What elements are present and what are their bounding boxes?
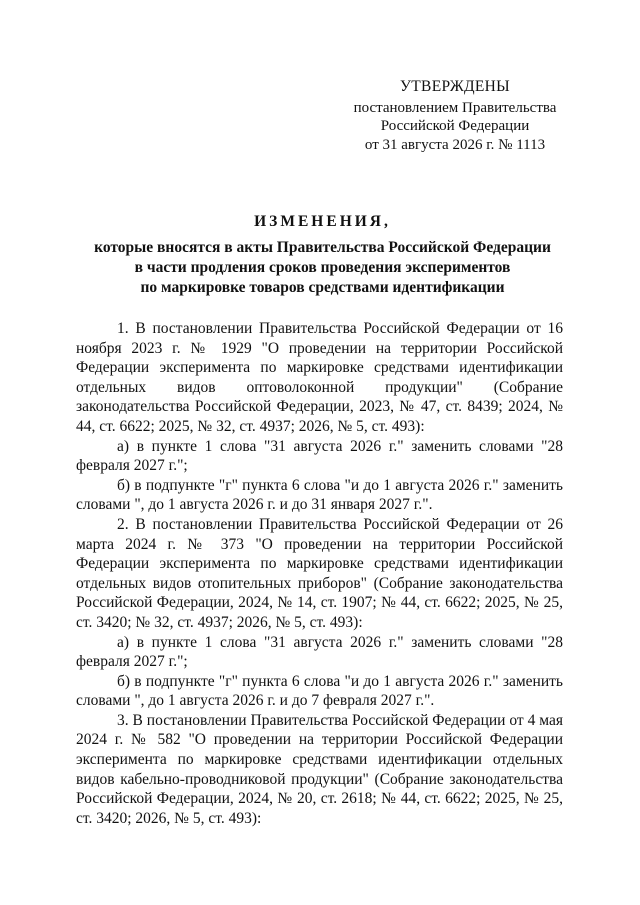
paragraph: 3. В постановлении Правительства Российской Федерации от 4 мая 2024 г. № 582 "О проведении на территории Российской Федерации эксперимента по маркировке средствами идентификации отдельных видов кабельно-проводниковой продукции" (Собрание законодательства Российской Федерации, 2024, № 20, ст. 2618; № 44, ст. 6622; 2025, № 25, ст. 3420; 2026, № 5, ст. 493): xyxy=(76,711,563,827)
paragraph: б) в подпункте "г" пункта 6 слова "и до 1 августа 2026 г." заменить словами ", до 1 августа 2026 г. и до 7 февраля 2027 г.". xyxy=(76,672,563,710)
title-line-1: которые вносятся в акты Правительства Российской Федерации xyxy=(94,239,551,256)
approval-line-2: Российской Федерации xyxy=(380,118,530,134)
title-line-2: в части продления сроков проведения экспериментов xyxy=(134,259,511,276)
paragraph: 2. В постановлении Правительства Российской Федерации от 26 марта 2024 г. № 373 "О проведении на территории Российской Федерации эксперимента по маркировке средствами идентификации отдельных видов отопительных приборов" (Собрание законодательства Российской Федерации, 2024, № 14, ст. 1907; № 44, ст. 6622; 2025, № 25, ст. 3420; № 32, ст. 4937; 2026, № 5, ст. 493): xyxy=(76,515,563,631)
approval-line-3: от 31 августа 2026 г. № 1113 xyxy=(364,136,546,153)
approval-line-1: постановлением Правительства xyxy=(353,99,557,116)
paragraph: б) в подпункте "г" пункта 6 слова "и до 1 августа 2026 г." заменить словами ", до 1 августа 2026 г. и до 31 января 2027 г.". xyxy=(76,476,563,514)
approval-block xyxy=(300,78,610,154)
paragraph: а) в пункте 1 слова "31 августа 2026 г." заменить словами "28 февраля 2027 г."; xyxy=(76,633,563,671)
title-line-3: по маркировке товаров средствами идентификации xyxy=(140,279,505,296)
document-body xyxy=(76,319,563,828)
paragraph: 1. В постановлении Правительства Российской Федерации от 16 ноября 2023 г. № 1929 "О проведении на территории Российской Федерации эксперимента по маркировке средствами идентификации отдельных видов оптоволоконной продукции" (Собрание законодательства Российской Федерации, 2023, № 47, ст. 8439; 2024, № 44, ст. 6622; 2025, № 32, ст. 4937; 2026, № 5, ст. 493): xyxy=(76,320,563,435)
approval-heading: УТВЕРЖДЕНЫ xyxy=(400,78,510,95)
title-main: ИЗМЕНЕНИЯ, xyxy=(254,213,391,230)
paragraph: а) в пункте 1 слова "31 августа 2026 г." заменить словами "28 февраля 2027 г."; xyxy=(76,437,563,475)
document-title xyxy=(60,212,585,298)
